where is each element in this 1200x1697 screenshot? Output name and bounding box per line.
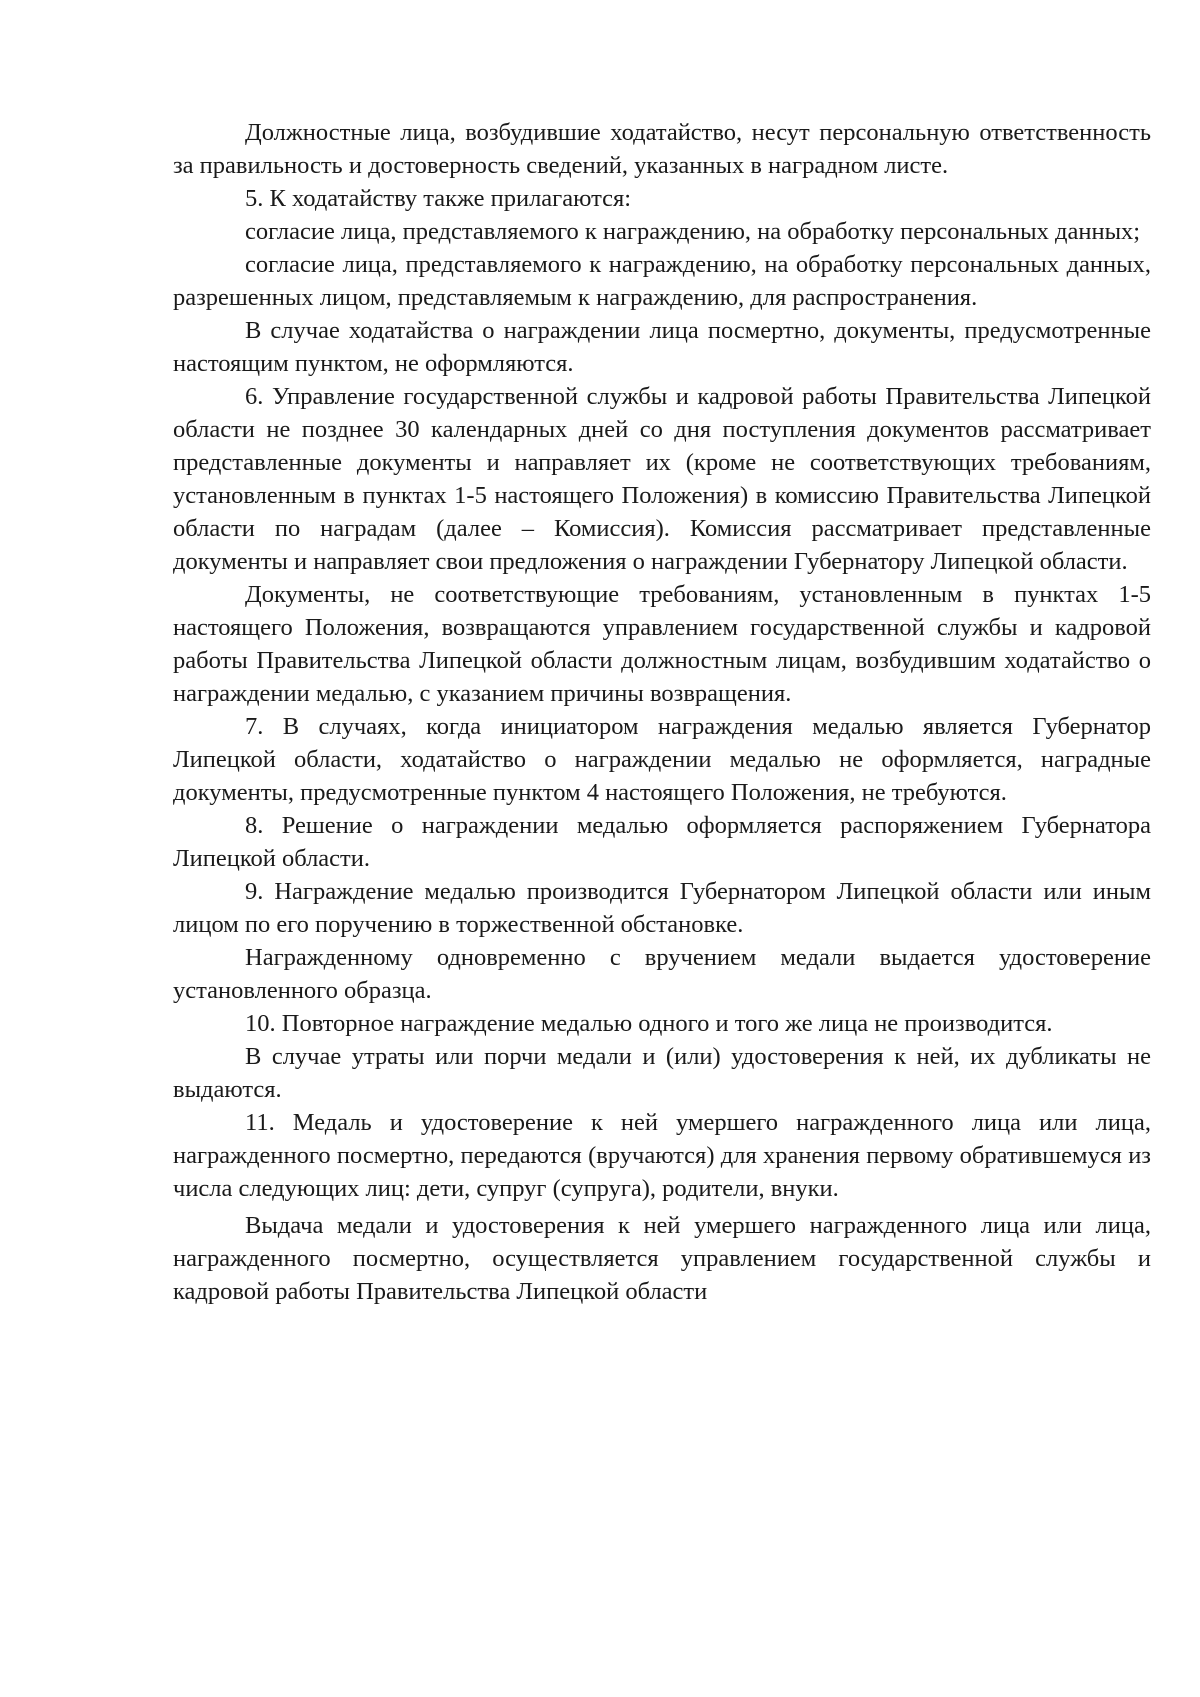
paragraph-documents-returned: Документы, не соответствующие требованиям, установленным в пунктах 1-5 настоящего Положения, возвращаются управлением государственной службы и кадровой работы Правительства Липецкой области должностным лицам, возбудившим ходатайство о награждении медалью, с указанием причины возвращения. bbox=[173, 581, 1151, 707]
paragraph-item-7: 7. В случаях, когда инициатором награждения медалью является Губернатор Липецкой области, ходатайство о награждении медалью не оформляется, наградные документы, предусмотренные пунктом 4 настоящего Положения, не требуются. bbox=[173, 713, 1151, 806]
paragraph-posthumous-case: В случае ходатайства о награждении лица посмертно, документы, предусмотренные настоящим пунктом, не оформляются. bbox=[173, 317, 1151, 377]
paragraph-item-11: 11. Медаль и удостоверение к ней умершего награжденного лица или лица, награжденного посмертно, передаются (вручаются) для хранения первому обратившемуся из числа следующих лиц: дети, супруг (супруга), родители, внуки. bbox=[173, 1109, 1151, 1202]
paragraph-item-5: 5. К ходатайству также прилагаются: bbox=[245, 185, 632, 212]
paragraph-medal-issuance: Выдача медали и удостоверения к ней умершего награжденного лица или лица, награжденного посмертно, осуществляется управлением государственной службы и кадровой работы Правительства Липецкой области bbox=[173, 1212, 1151, 1305]
paragraph-item-8: 8. Решение о награждении медалью оформляется распоряжением Губернатора Липецкой области. bbox=[173, 812, 1151, 872]
paragraph-duplicates-not-issued: В случае утраты или порчи медали и (или) удостоверения к ней, их дубликаты не выдаются. bbox=[173, 1043, 1151, 1103]
paragraph-consent-processing: согласие лица, представляемого к награждению, на обработку персональных данных; bbox=[245, 218, 1141, 245]
paragraph-item-6: 6. Управление государственной службы и кадровой работы Правительства Липецкой области не позднее 30 календарных дней со дня поступления документов рассматривает представленные документы и направляет их (кроме не соответствующих требованиям, установленным в пунктах 1-5 настоящего Положения) в комиссию Правительства Липецкой области по наградам (далее – Комиссия). Комиссия рассматривает представленные документы и направляет свои предложения о награждении Губернатору Липецкой области. bbox=[173, 383, 1151, 575]
document-page bbox=[173, 116, 1151, 1308]
paragraph-consent-distribution: согласие лица, представляемого к награждению, на обработку персональных данных, разрешенных лицом, представляемым к награждению, для распространения. bbox=[173, 251, 1151, 311]
paragraph-certificate-issued: Награжденному одновременно с вручением медали выдается удостоверение установленного образца. bbox=[173, 944, 1151, 1004]
paragraph-officials-responsibility: Должностные лица, возбудившие ходатайство, несут персональную ответственность за правильность и достоверность сведений, указанных в наградном листе. bbox=[173, 119, 1151, 179]
paragraph-item-9: 9. Награждение медалью производится Губернатором Липецкой области или иным лицом по его поручению в торжественной обстановке. bbox=[173, 878, 1151, 938]
paragraph-item-10: 10. Повторное награждение медалью одного и того же лица не производится. bbox=[245, 1010, 1053, 1037]
